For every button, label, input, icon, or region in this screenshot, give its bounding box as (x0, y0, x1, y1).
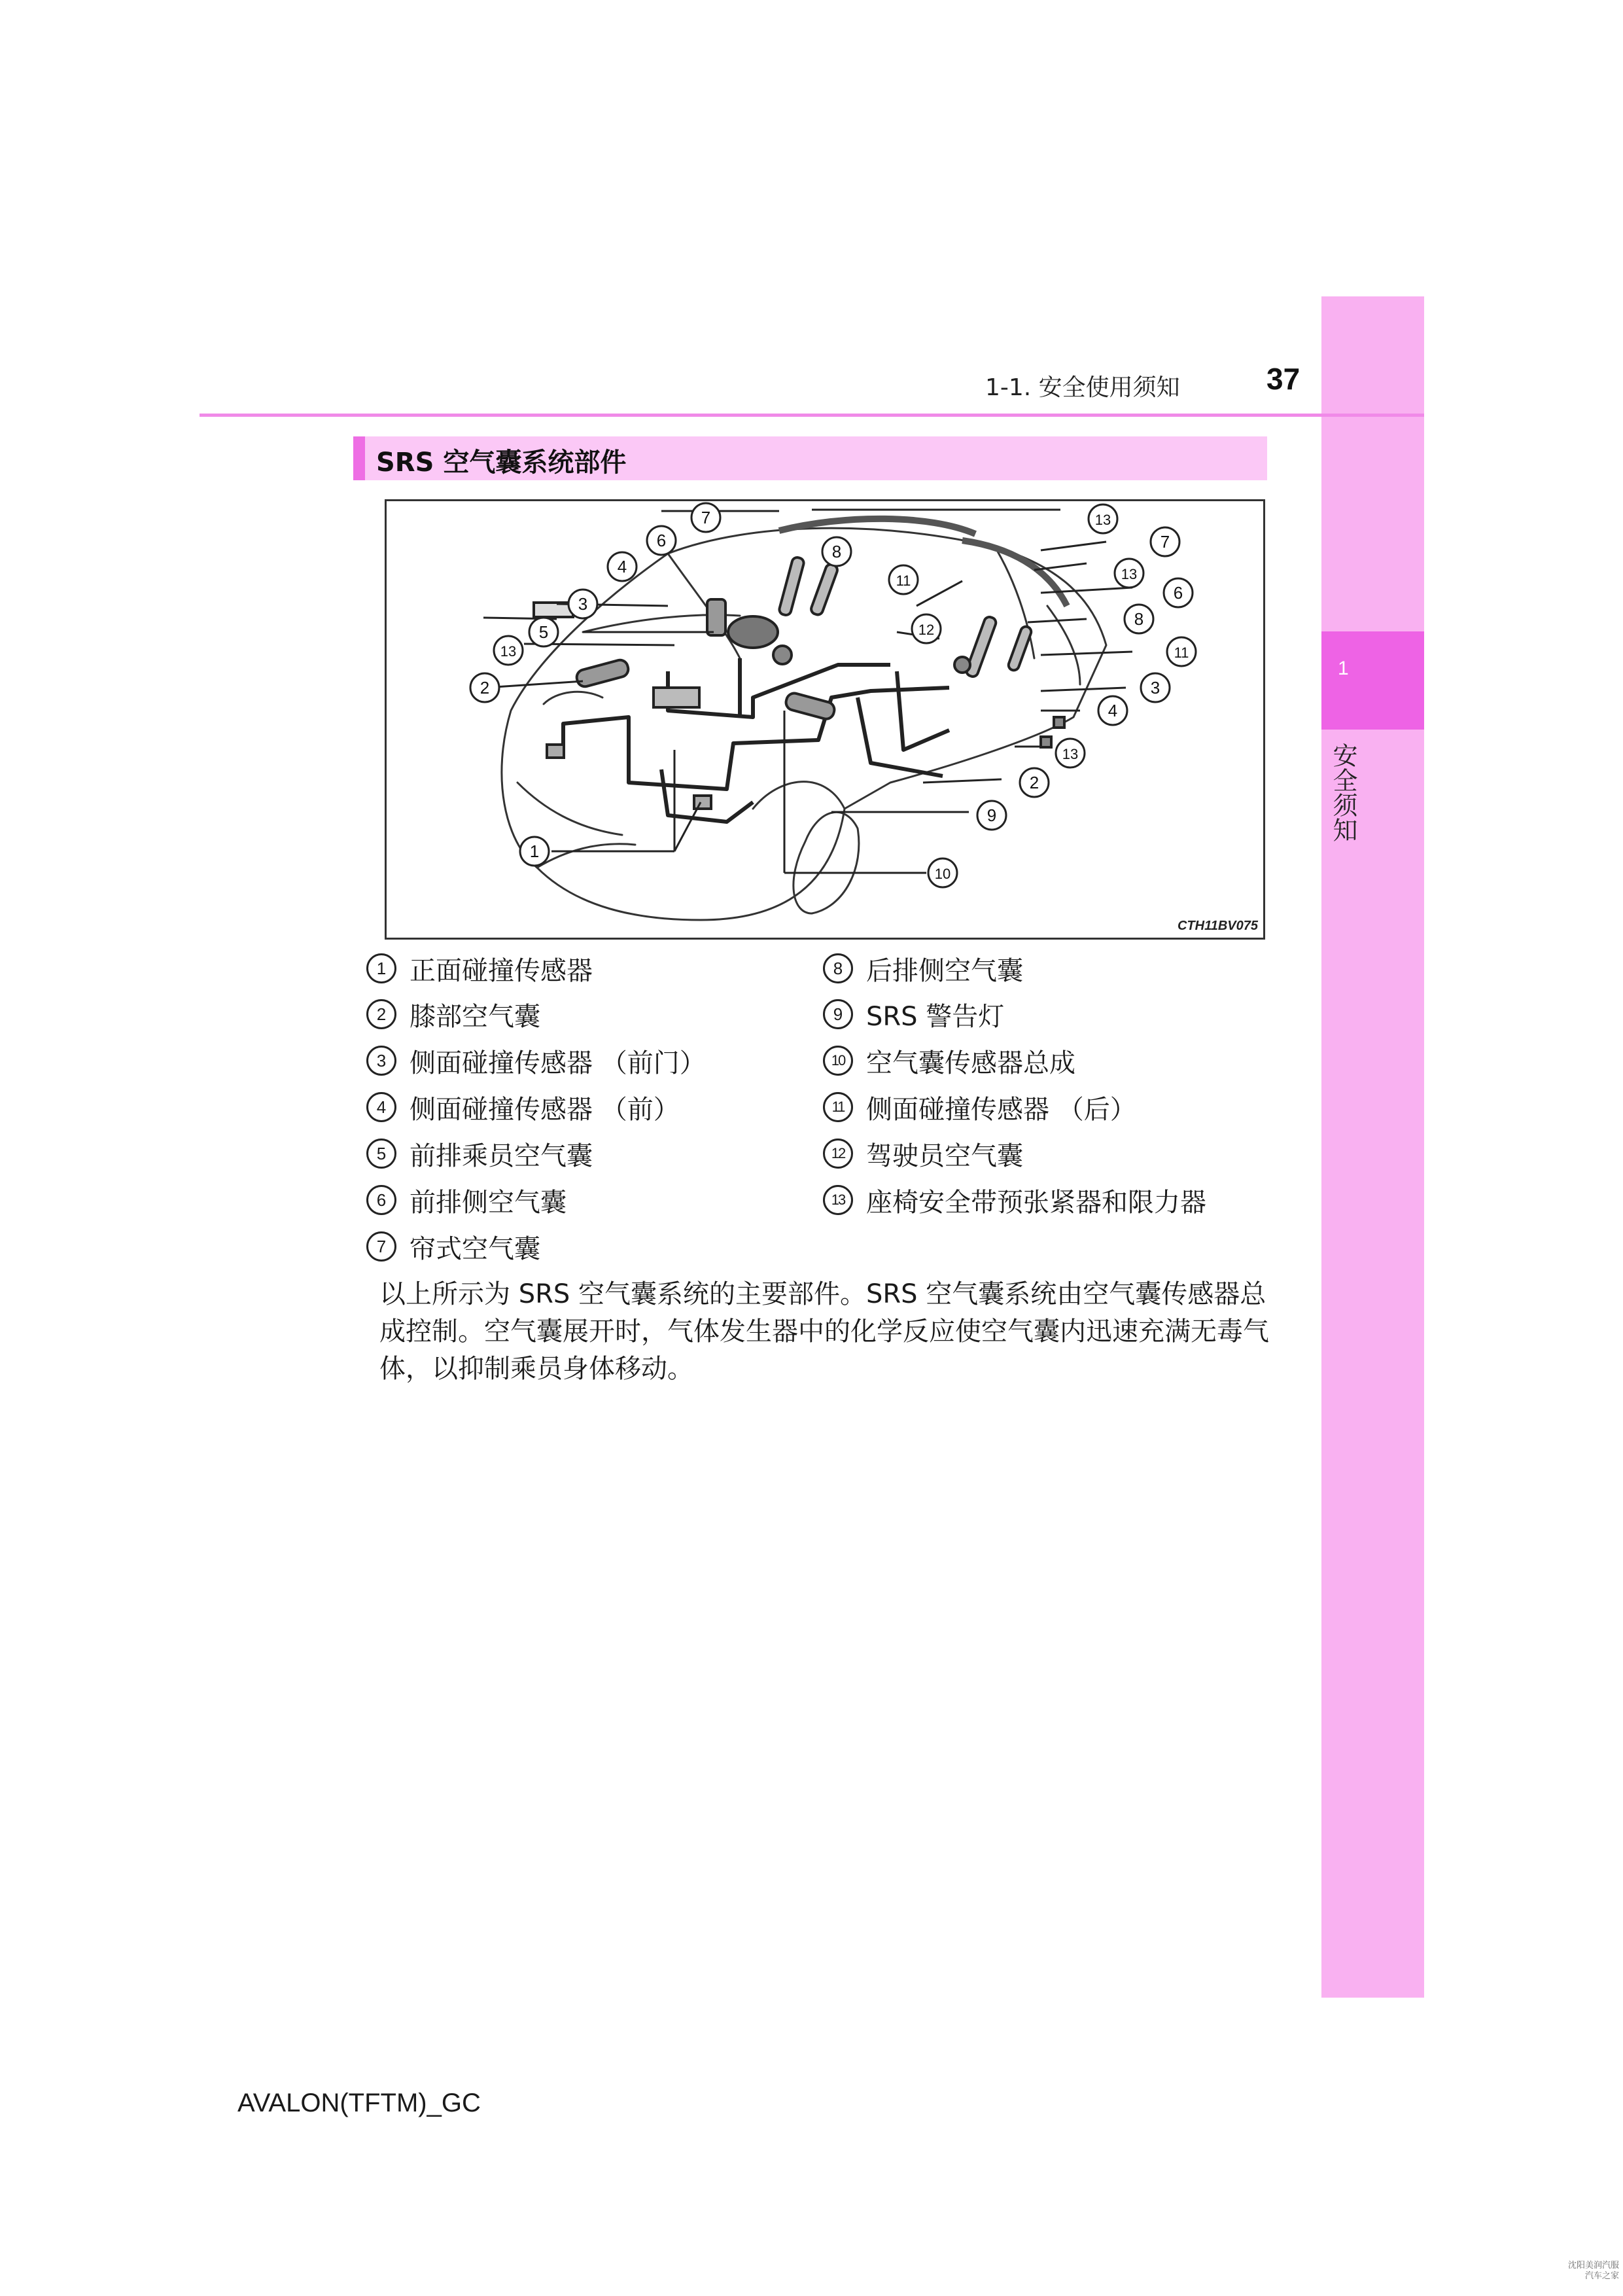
svg-text:6: 6 (1173, 583, 1183, 603)
figure-code: CTH11BV075 (1177, 919, 1258, 933)
callout-4-right (1098, 696, 1127, 725)
legend-number: 8 (823, 953, 853, 983)
legend-text: 侧面碰撞传感器 （后） (866, 1094, 1136, 1125)
legend-text: 后排侧空气囊 (866, 955, 1023, 986)
svg-text:7: 7 (701, 508, 711, 527)
legend-text: 正面碰撞传感器 (410, 955, 593, 986)
svg-text:11: 11 (1174, 645, 1189, 661)
legend-text: 膝部空气囊 (410, 1001, 540, 1032)
svg-text:4: 4 (1108, 701, 1118, 720)
side-sensor-front-door (1054, 717, 1064, 728)
legend-item-6 (366, 1182, 567, 1218)
legend-number: 7 (366, 1231, 396, 1262)
svg-text:5: 5 (538, 622, 549, 642)
legend-text: 座椅安全带预张紧器和限力器 (866, 1187, 1206, 1218)
callout-10 (928, 858, 957, 887)
airbag-sensor-assembly (654, 688, 699, 707)
legend-text: 帘式空气囊 (410, 1233, 540, 1264)
legend-item-5 (366, 1135, 593, 1172)
section-heading: 1-1. 安全使用须知 (985, 374, 1180, 401)
legend-number: 3 (366, 1046, 396, 1076)
svg-text:2: 2 (1029, 773, 1039, 792)
legend-item-11 (823, 1089, 1136, 1125)
svg-text:9: 9 (986, 805, 997, 825)
chapter-title: 安全须知 (1329, 743, 1357, 842)
side-sensor-front (1041, 737, 1051, 747)
svg-text:3: 3 (1150, 678, 1161, 698)
legend-item-8 (823, 950, 1023, 987)
svg-text:1: 1 (529, 841, 540, 861)
callout-labels (470, 503, 1196, 887)
rear-side-airbag-left (810, 563, 839, 616)
callout-3 (568, 590, 597, 618)
page-title: SRS 空气囊系统部件 (376, 448, 627, 478)
svg-text:12: 12 (918, 622, 935, 638)
front-side-airbag-left (778, 556, 805, 616)
svg-text:13: 13 (1094, 512, 1111, 528)
chapter-number: 1 (1338, 658, 1349, 679)
callout-11-right (1167, 637, 1196, 666)
svg-text:13: 13 (500, 643, 517, 660)
svg-text:8: 8 (1134, 609, 1144, 629)
legend-number: 11 (823, 1092, 853, 1122)
legend-number: 6 (366, 1185, 396, 1215)
callout-2 (470, 673, 499, 702)
svg-text:11: 11 (896, 573, 911, 589)
legend-number: 2 (366, 999, 396, 1029)
legend-item-10 (823, 1042, 1075, 1079)
legend-item-13 (823, 1182, 1206, 1218)
chapter-tab-highlight[interactable] (1321, 631, 1424, 730)
callout-8-right (1125, 605, 1153, 633)
page-number: 37 (1266, 362, 1300, 396)
header-divider (200, 414, 1424, 417)
description-paragraph: 以上所示为 SRS 空气囊系统的主要部件。SRS 空气囊系统由空气囊传感器总成控制。空气囊展开时，气体发生器中的化学反应使空气囊内迅速充满无毒气体，以抑制乘员身体移动。 (379, 1279, 1269, 1384)
curtain-airbag (779, 519, 975, 534)
svg-text:13: 13 (1062, 746, 1079, 762)
legend-number: 4 (366, 1092, 396, 1122)
legend-text: 驾驶员空气囊 (866, 1140, 1023, 1171)
front-sensor-left (694, 796, 711, 809)
rear-side-airbag-right (1007, 625, 1033, 671)
svg-text:8: 8 (831, 542, 842, 561)
legend-item-7 (366, 1228, 540, 1265)
legend-text: 前排乘员空气囊 (410, 1140, 593, 1171)
callout-5 (529, 618, 558, 646)
steering-wheel-airbag (728, 616, 778, 648)
callout-13-mid (1115, 559, 1143, 588)
callout-6 (647, 526, 676, 555)
callout-13-top (1089, 504, 1117, 533)
legend-text: 侧面碰撞传感器 （前） (410, 1094, 680, 1125)
legend-number: 1 (366, 953, 396, 983)
legend-item-1 (366, 950, 593, 987)
callout-2-right (1020, 768, 1049, 797)
watermark: 沈阳美润汽服 汽车之家 (1567, 2261, 1619, 2281)
car-illustration (387, 501, 1263, 938)
callout-7-right (1151, 527, 1179, 556)
svg-text:4: 4 (617, 557, 627, 576)
seatbelt-pretensioner-rear (954, 657, 970, 673)
svg-text:13: 13 (1121, 566, 1138, 582)
legend-item-9 (823, 996, 1004, 1033)
svg-text:2: 2 (480, 678, 490, 698)
legend-number: 13 (823, 1185, 853, 1215)
wiring-harness (563, 658, 949, 822)
footer-model-code: AVALON(TFTM)_GC (237, 2089, 481, 2117)
legend-item-3 (366, 1042, 706, 1079)
driver-airbag (707, 599, 725, 635)
legend-text: 前排侧空气囊 (410, 1187, 567, 1218)
svg-text:7: 7 (1160, 532, 1170, 552)
legend-item-2 (366, 996, 540, 1033)
legend-text: 侧面碰撞传感器 （前门） (410, 1048, 706, 1078)
chapter-side-tab (1321, 296, 1424, 1998)
callout-13-bottom (1056, 739, 1085, 768)
svg-text:10: 10 (934, 866, 951, 882)
legend-text: 空气囊传感器总成 (866, 1048, 1075, 1078)
callout-13-left (494, 636, 523, 665)
callout-9 (977, 801, 1006, 830)
callout-1 (520, 837, 549, 866)
seatbelt-pretensioner-front (773, 646, 792, 664)
legend-number: 12 (823, 1139, 853, 1169)
legend-item-4 (366, 1089, 680, 1125)
callout-7 (691, 503, 720, 532)
legend-number: 5 (366, 1139, 396, 1169)
legend-number: 9 (823, 999, 853, 1029)
knee-airbag-passenger (575, 658, 630, 688)
curtain-airbag-right (962, 540, 1067, 606)
callout-4 (608, 552, 637, 581)
legend-number: 10 (823, 1046, 853, 1076)
callout-11 (889, 565, 918, 594)
legend-text: SRS 警告灯 (866, 1001, 1005, 1032)
callout-3-right (1141, 673, 1170, 702)
legend-item-12 (823, 1135, 1023, 1172)
callout-12 (912, 614, 941, 643)
svg-text:6: 6 (656, 531, 667, 550)
airbag-diagram (385, 499, 1265, 940)
front-sensor-right (547, 745, 564, 758)
car-body-outline (502, 528, 1106, 920)
knee-airbag-driver (784, 692, 836, 721)
callout-6-right (1164, 578, 1193, 607)
callout-8 (822, 537, 851, 566)
svg-text:3: 3 (578, 594, 588, 614)
